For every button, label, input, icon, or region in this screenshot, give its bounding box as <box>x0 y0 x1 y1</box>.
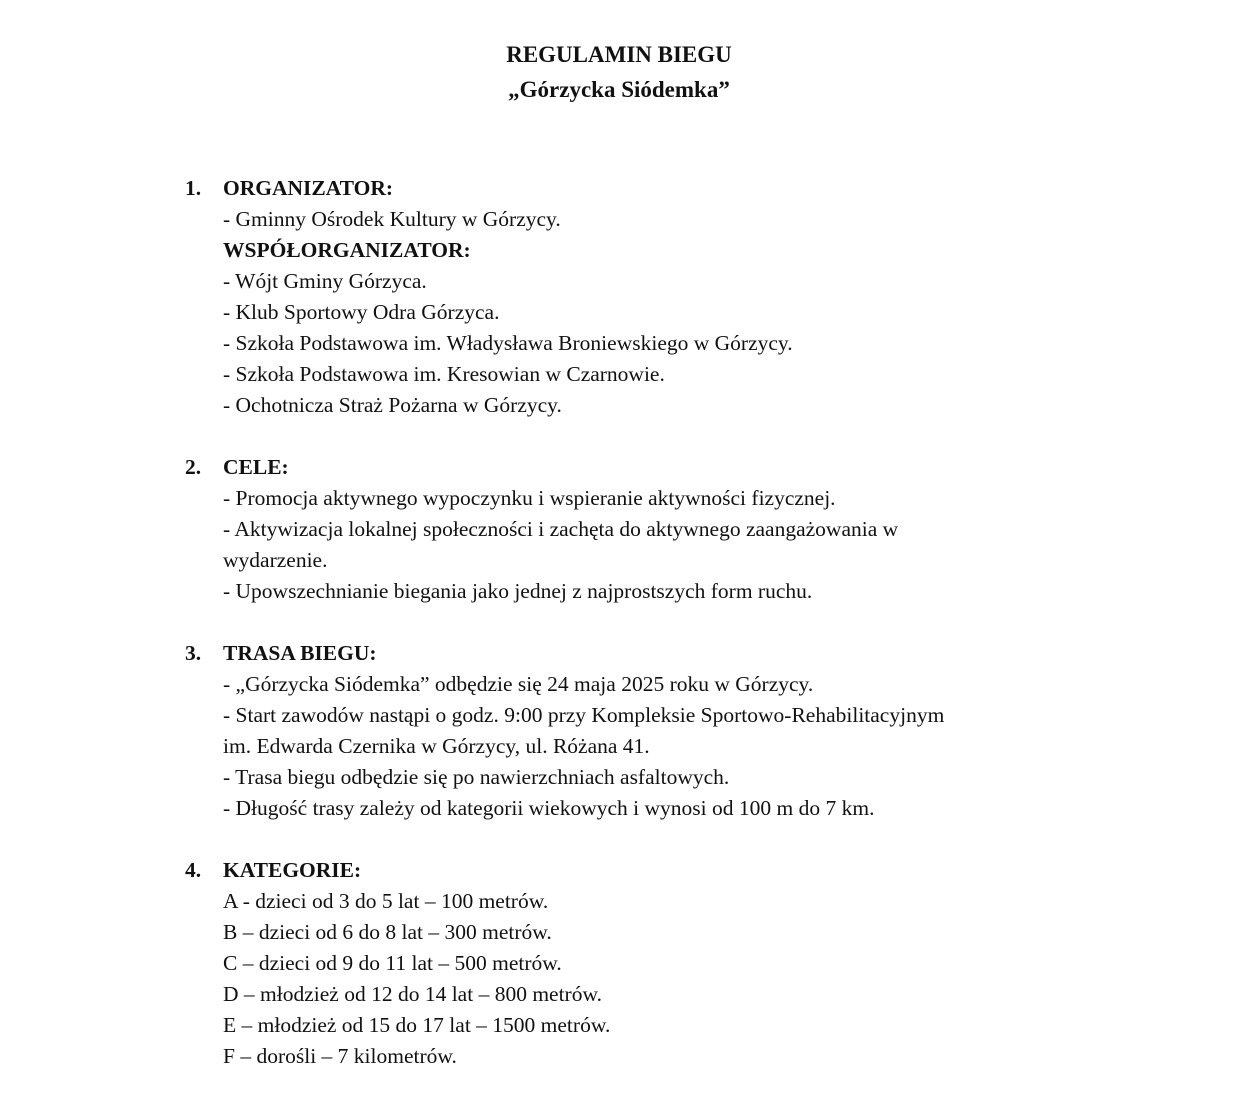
section-number: 3. <box>185 641 202 665</box>
section-number: 2. <box>185 455 202 479</box>
list-item: - Wójt Gminy Górzyca. <box>223 269 427 293</box>
list-item: - Klub Sportowy Odra Górzyca. <box>223 300 500 324</box>
document-title: REGULAMIN BIEGU <box>506 42 732 67</box>
section-body <box>223 638 1085 824</box>
list-item: - Trasa biegu odbędzie się po nawierzchniach asfaltowych. <box>223 765 730 789</box>
section-body <box>223 452 1085 607</box>
list-item: - Upowszechnianie biegania jako jednej z najprostszych form ruchu. <box>223 579 813 603</box>
category-item: E – młodzież od 15 do 17 lat – 1500 metrów. <box>223 1013 611 1037</box>
section-body <box>223 855 1085 1072</box>
section-heading: ORGANIZATOR: <box>223 176 394 200</box>
section-body <box>223 173 1085 421</box>
section-categories <box>185 855 1085 1072</box>
section-heading: TRASA BIEGU: <box>223 641 377 665</box>
list-item: - Start zawodów nastąpi o godz. 9:00 przy Kompleksie Sportowo-Rehabilitacyjnym <box>223 703 945 727</box>
list-item: - Promocja aktywnego wypoczynku i wspieranie aktywności fizycznej. <box>223 486 836 510</box>
document-subtitle: „Górzycka Siódemka” <box>508 77 730 102</box>
section-number: 4. <box>185 858 202 882</box>
section-goals <box>185 452 1085 607</box>
list-item: - Ochotnicza Straż Pożarna w Górzycy. <box>223 393 562 417</box>
category-item: C – dzieci od 9 do 11 lat – 500 metrów. <box>223 951 562 975</box>
section-organizer <box>185 173 1085 421</box>
section-route <box>185 638 1085 824</box>
category-item: A - dzieci od 3 do 5 lat – 100 metrów. <box>223 889 549 913</box>
category-item: F – dorośli – 7 kilometrów. <box>223 1044 457 1068</box>
list-item-continuation: im. Edwarda Czernika w Górzycy, ul. Różana 41. <box>223 734 650 758</box>
section-heading: CELE: <box>223 455 289 479</box>
section-subheading: WSPÓŁORGANIZATOR: <box>223 238 471 262</box>
list-item: - „Górzycka Siódemka” odbędzie się 24 maja 2025 roku w Górzycy. <box>223 672 814 696</box>
category-item: D – młodzież od 12 do 14 lat – 800 metrów. <box>223 982 602 1006</box>
list-item: - Długość trasy zależy od kategorii wiekowych i wynosi od 100 m do 7 km. <box>223 796 875 820</box>
list-item-continuation: wydarzenie. <box>223 548 328 572</box>
list-item: - Gminny Ośrodek Kultury w Górzycy. <box>223 207 561 231</box>
list-item: - Szkoła Podstawowa im. Kresowian w Czarnowie. <box>223 362 665 386</box>
list-item: - Szkoła Podstawowa im. Władysława Broniewskiego w Górzycy. <box>223 331 793 355</box>
list-item: - Aktywizacja lokalnej społeczności i zachęta do aktywnego zaangażowania w <box>223 517 899 541</box>
category-item: B – dzieci od 6 do 8 lat – 300 metrów. <box>223 920 552 944</box>
section-heading: KATEGORIE: <box>223 858 362 882</box>
section-number: 1. <box>185 176 202 200</box>
regulations-content <box>185 173 1085 1103</box>
